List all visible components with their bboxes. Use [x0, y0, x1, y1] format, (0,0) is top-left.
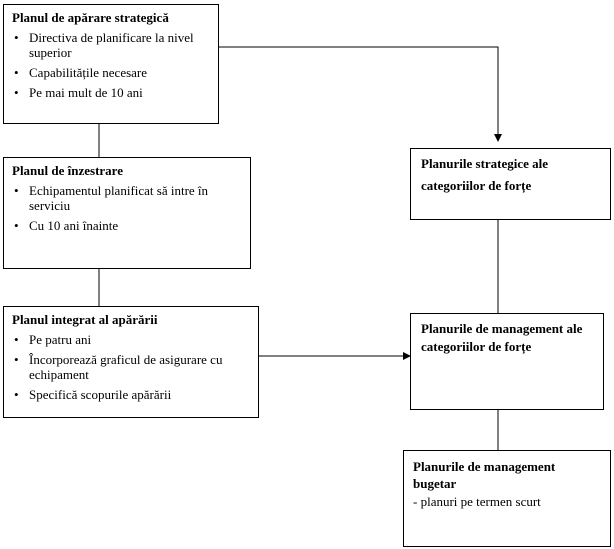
box-title: Planul de apărare strategică	[12, 10, 169, 25]
box-forces-management-plans	[410, 313, 604, 410]
box-title: Planul de înzestrare	[12, 163, 123, 178]
list-item: • Încorporează graficul de asigurare cu echipament	[12, 352, 250, 382]
list-item: • Cu 10 ani înainte	[12, 218, 242, 233]
box-equipment-plan	[3, 157, 251, 269]
box-budget-management-plans	[403, 450, 611, 547]
box-title: Planurile de management bugetar	[413, 459, 556, 491]
list-item: • Specifică scopurile apărării	[12, 387, 250, 402]
list-item: • Echipamentul planificat să intre în serviciu	[12, 183, 242, 213]
list-item: • Pe patru ani	[12, 332, 250, 347]
list-item: • Directiva de planificare la nivel superior	[12, 30, 210, 60]
box-forces-strategic-plans	[410, 148, 611, 220]
box-note: - planuri pe termen scurt	[413, 494, 541, 509]
bullet-list	[12, 30, 210, 100]
list-item: • Pe mai mult de 10 ani	[12, 85, 210, 100]
bullet-list	[12, 332, 250, 402]
arrow-strategic-to-forces-strategic	[219, 47, 498, 141]
box-title: Planurile de management ale categoriilor de forțe	[421, 321, 583, 354]
box-integrated-defense-plan	[3, 306, 259, 418]
box-strategic-defense-plan	[3, 4, 219, 124]
bullet-list	[12, 183, 242, 233]
box-title: Planurile strategice ale categoriilor de forțe	[421, 156, 549, 193]
list-item: • Capabilitățile necesare	[12, 65, 210, 80]
box-title: Planul integrat al apărării	[12, 312, 158, 327]
